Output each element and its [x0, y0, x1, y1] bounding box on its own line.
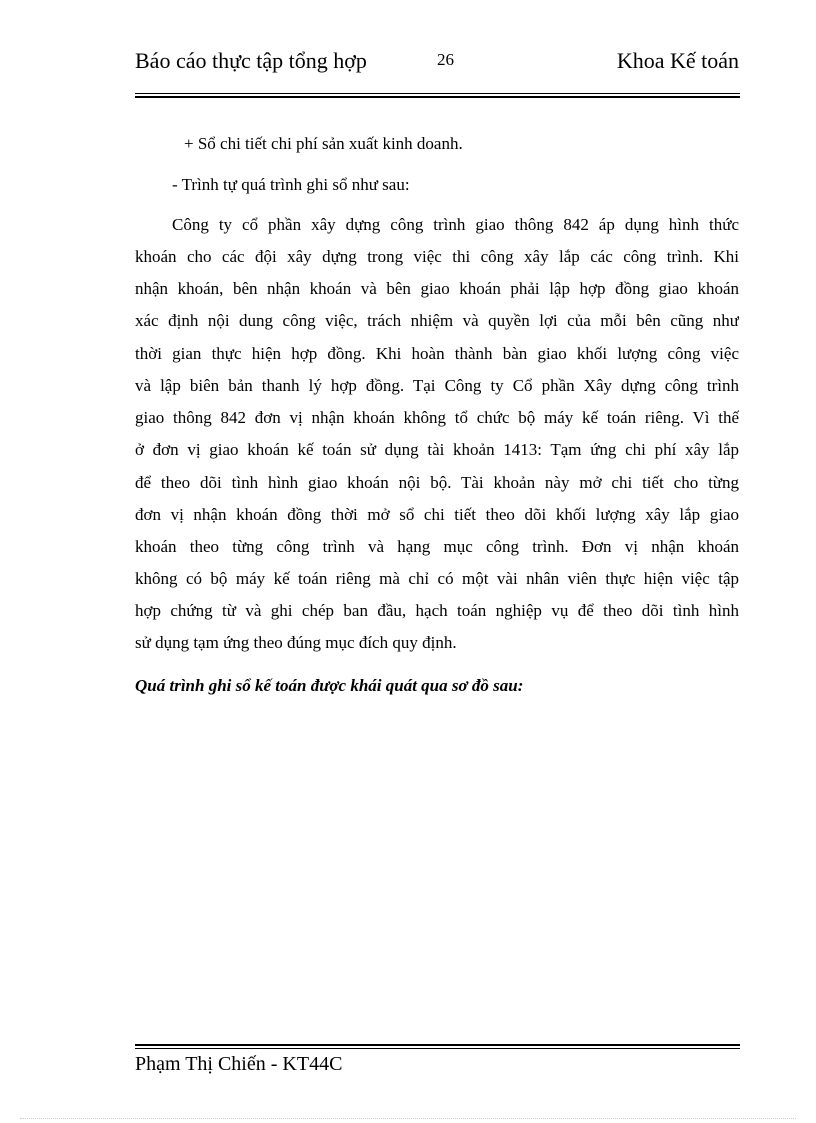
- paragraph-line: xác định nội dung công việc, trách nhiệm và quyền lợi của mỗi bên cũng như: [135, 311, 739, 330]
- paragraph-line: đơn vị nhận khoán đồng thời mở sổ chi tiết theo dõi khối lượng xây lắp giao: [135, 505, 739, 524]
- page-edge-divider: [20, 1118, 796, 1119]
- paragraph-line-last: sử dụng tạm ứng theo đúng mục đích quy định.: [135, 633, 457, 652]
- paragraph-line: Công ty cổ phần xây dựng công trình giao thông 842 áp dụng hình thức: [172, 215, 739, 234]
- header-department: Khoa Kế toán: [616, 48, 739, 73]
- header-rule-top: [135, 93, 740, 94]
- paragraph-line: nhận khoán, bên nhận khoán và bên giao khoán phải lập hợp đồng giao khoán: [135, 279, 739, 298]
- footer-rule-bottom: [135, 1048, 740, 1049]
- header-rule-bottom: [135, 96, 740, 98]
- bullet-recording-procedure: - Trình tự quá trình ghi sổ như sau:: [172, 175, 410, 194]
- bullet-detail-ledger: + Sổ chi tiết chi phí sản xuất kinh doanh.: [184, 134, 463, 153]
- diagram-caption: Quá trình ghi sổ kế toán được khái quát qua sơ đồ sau:: [135, 676, 524, 695]
- page-number: 26: [437, 50, 454, 69]
- header-title: Báo cáo thực tập tổng hợp: [135, 48, 367, 73]
- paragraph-line: và lập biên bản thanh lý hợp đồng. Tại Công ty Cổ phần Xây dựng công trình: [135, 376, 739, 395]
- paragraph-line: thời gian thực hiện hợp đồng. Khi hoàn thành bàn giao khối lượng công việc: [135, 344, 739, 363]
- footer-rule-top: [135, 1044, 740, 1046]
- paragraph-line: khoán theo từng công trình và hạng mục công trình. Đơn vị nhận khoán: [135, 537, 739, 556]
- footer-author: Phạm Thị Chiến - KT44C: [135, 1053, 343, 1075]
- paragraph-line: hợp chứng từ và ghi chép ban đầu, hạch toán nghiệp vụ để theo dõi tình hình: [135, 601, 739, 620]
- paragraph-line: để theo dõi tình hình giao khoán nội bộ. Tài khoản này mở chi tiết cho từng: [135, 473, 739, 492]
- paragraph-line: khoán cho các đội xây dựng trong việc thi công xây lắp các công trình. Khi: [135, 247, 739, 266]
- paragraph-line: không có bộ máy kế toán riêng mà chỉ có một vài nhân viên thực hiện việc tập: [135, 569, 739, 588]
- paragraph-line: ở đơn vị giao khoán kế toán sử dụng tài khoản 1413: Tạm ứng chi phí xây lắp: [135, 440, 739, 459]
- paragraph-line: giao thông 842 đơn vị nhận khoán không tổ chức bộ máy kế toán riêng. Vì thế: [135, 408, 739, 427]
